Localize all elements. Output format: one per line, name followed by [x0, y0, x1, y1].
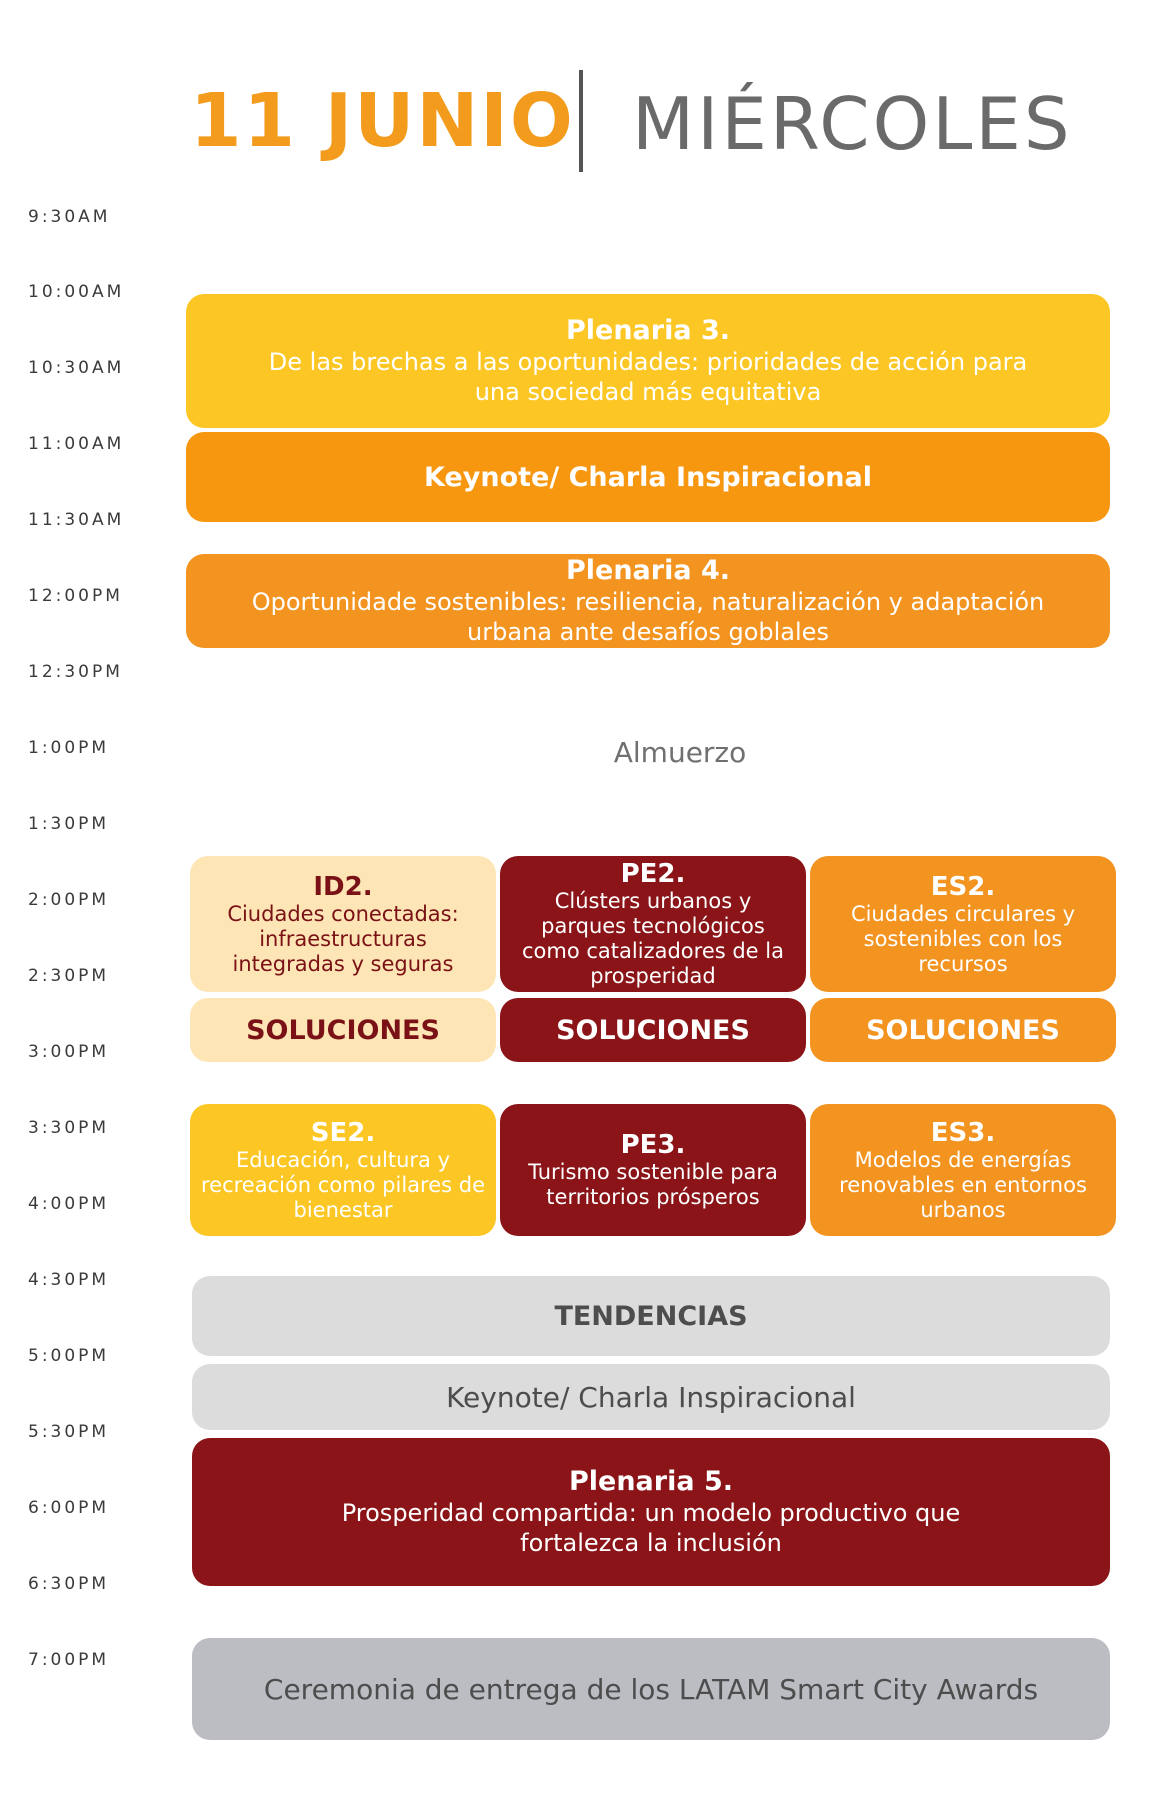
keynote-block[interactable] — [192, 1364, 1110, 1430]
session-title: ES3. — [930, 1117, 996, 1148]
time-label: 10:30AM — [28, 358, 125, 378]
session-subtitle: Modelos de energías renovables en entornos urbanos — [839, 1147, 1087, 1222]
session-title: ID2. — [313, 871, 373, 902]
soluciones-label: SOLUCIONES — [556, 1014, 750, 1046]
keynote-block[interactable] — [186, 432, 1110, 522]
tendencias-block[interactable] — [192, 1276, 1110, 1356]
session-se2[interactable] — [190, 1104, 496, 1236]
tendencias-label: TENDENCIAS — [554, 1300, 748, 1332]
lunch-label: Almuerzo — [613, 736, 747, 769]
soluciones-button[interactable] — [810, 998, 1116, 1062]
session-es3[interactable] — [810, 1104, 1116, 1236]
session-pe3[interactable] — [500, 1104, 806, 1236]
time-label: 5:30PM — [28, 1422, 110, 1442]
time-label: 6:00PM — [28, 1498, 110, 1518]
session-pe2[interactable] — [500, 856, 806, 992]
header-divider — [579, 70, 583, 172]
time-label: 6:30PM — [28, 1574, 110, 1594]
date-title: 11 JUNIO — [190, 78, 575, 164]
session-subtitle: Prosperidad compartida: un modelo productivo que fortalezca la inclusión — [341, 1499, 961, 1557]
time-label: 11:30AM — [28, 510, 125, 530]
time-label: 1:30PM — [28, 814, 110, 834]
time-label: 3:00PM — [28, 1042, 110, 1062]
plenaria-4-block[interactable] — [186, 554, 1110, 648]
plenaria-5-block[interactable] — [192, 1438, 1110, 1586]
time-label: 9:30AM — [28, 207, 111, 227]
session-id2[interactable] — [190, 856, 496, 992]
session-title: ES2. — [930, 871, 996, 902]
session-subtitle: De las brechas a las oportunidades: prioridades de acción para una sociedad más equitativa — [268, 348, 1028, 406]
ceremonia-label: Ceremonia de entrega de los LATAM Smart City Awards — [263, 1672, 1039, 1706]
keynote-label: Keynote/ Charla Inspiracional — [446, 1380, 856, 1414]
keynote-label: Keynote/ Charla Inspiracional — [423, 461, 873, 493]
session-subtitle: Clústers urbanos y parques tecnológicos como catalizadores de la prosperidad — [522, 889, 784, 988]
soluciones-label: SOLUCIONES — [246, 1014, 440, 1046]
day-title: MIÉRCOLES — [632, 82, 1073, 166]
session-title: Plenaria 3. — [565, 315, 731, 346]
time-label: 4:00PM — [28, 1194, 110, 1214]
time-label: 7:00PM — [28, 1650, 110, 1670]
session-subtitle: Ciudades conectadas: infraestructuras integradas y seguras — [227, 901, 459, 976]
session-subtitle: Oportunidade sostenibles: resiliencia, naturalización y adaptación urbana ante desafíos goblales — [251, 588, 1045, 646]
time-label: 12:00PM — [28, 586, 123, 606]
session-subtitle: Educación, cultura y recreación como pilares de bienestar — [200, 1147, 485, 1222]
time-label: 10:00AM — [28, 282, 125, 302]
session-subtitle: Turismo sostenible para territorios prósperos — [528, 1160, 778, 1209]
time-label: 2:30PM — [28, 966, 110, 986]
session-title: PE2. — [620, 859, 686, 889]
ceremonia-block[interactable] — [192, 1638, 1110, 1740]
session-title: PE3. — [620, 1130, 686, 1160]
page-header — [0, 70, 1176, 180]
soluciones-button[interactable] — [500, 998, 806, 1062]
time-label: 2:00PM — [28, 890, 110, 910]
session-es2[interactable] — [810, 856, 1116, 992]
time-label: 3:30PM — [28, 1118, 110, 1138]
time-label: 1:00PM — [28, 738, 110, 758]
session-subtitle: Ciudades circulares y sostenibles con los recursos — [850, 901, 1076, 976]
session-title: Plenaria 5. — [568, 1466, 734, 1497]
session-title: Plenaria 4. — [565, 555, 731, 586]
session-title: SE2. — [310, 1117, 376, 1148]
time-label: 11:00AM — [28, 434, 125, 454]
soluciones-label: SOLUCIONES — [866, 1014, 1060, 1046]
time-label: 5:00PM — [28, 1346, 110, 1366]
soluciones-button[interactable] — [190, 998, 496, 1062]
plenaria-3-block[interactable] — [186, 294, 1110, 428]
time-label: 12:30PM — [28, 662, 123, 682]
time-label: 4:30PM — [28, 1270, 110, 1290]
